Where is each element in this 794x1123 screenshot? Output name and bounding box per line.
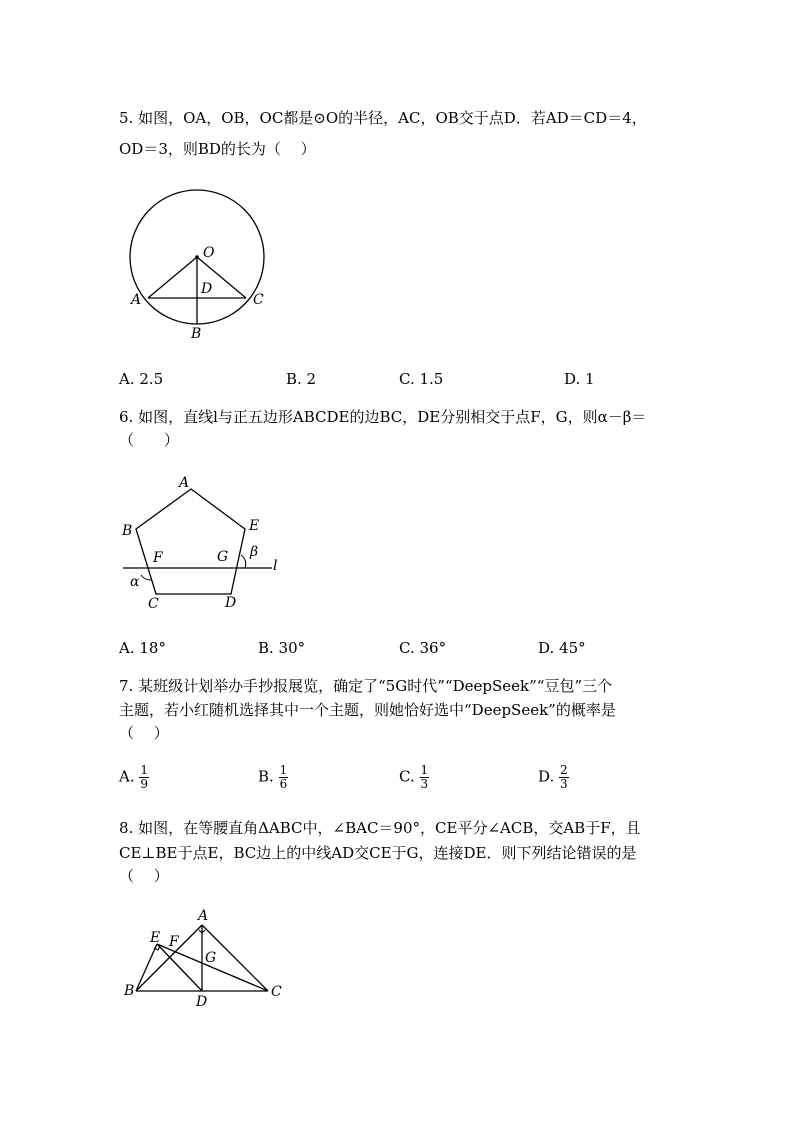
q5-label-a: A (131, 292, 142, 308)
q7-option-c-denominator: 3 (420, 777, 429, 791)
q8-label-f: F (169, 934, 179, 950)
q6-label-b: B (122, 523, 133, 539)
q8-label-c: C (271, 984, 282, 1000)
q6-label-beta: β (250, 544, 259, 560)
q5-option-c[interactable]: C. 1.5 (399, 370, 444, 388)
q5-label-o: O (203, 245, 215, 261)
q6-option-d[interactable]: D. 45° (538, 639, 586, 657)
q7-option-c-numerator: 1 (420, 763, 429, 777)
q7-stem-line-3: （ ） (119, 724, 169, 742)
q6-label-c: C (148, 596, 159, 612)
q7-option-a-letter: A. (119, 767, 135, 786)
q7-stem-line-2: 主题，若小红随机选择其中一个主题，则她恰好选中“DeepSeek”的概率是 (119, 701, 616, 719)
q6-option-b[interactable]: B. 30° (258, 639, 306, 657)
q7-option-b-numerator: 1 (279, 763, 288, 777)
q8-stem-line-2: CE⊥BE于点E，BC边上的中线AD交CE于G，连接DE．则下列结论错误的是 (119, 844, 637, 862)
q7-option-b-letter: B. (258, 767, 274, 786)
q8-label-e: E (150, 930, 161, 946)
q5-option-a[interactable]: A. 2.5 (119, 370, 164, 388)
q7-option-d-letter: D. (538, 767, 555, 786)
q6-label-g: G (217, 549, 229, 565)
q7-stem-line-1: 7. 某班级计划举办手抄报展览，确定了“5G时代”“DeepSeek”“豆包”三个 (119, 677, 613, 695)
q6-label-f: F (153, 550, 163, 566)
q7-option-a-numerator: 1 (140, 763, 149, 777)
q6-stem-line-2: （ ） (119, 431, 180, 449)
q6-option-a[interactable]: A. 18° (119, 639, 166, 657)
q5-stem-line-2: OD＝3，则BD的长为（ ） (119, 140, 316, 158)
q8-stem-line-1: 8. 如图，在等腰直角ΔABC中，∠BAC＝90°，CE平分∠ACB，交AB于F，且 (119, 819, 641, 837)
q5-stem-line-1: 5. 如图，OA，OB，OC都是⊙O的半径，AC，OB交于点D．若AD＝CD＝4， (119, 109, 647, 127)
q7-option-d-numerator: 2 (560, 763, 568, 777)
q7-option-a-denominator: 9 (140, 777, 149, 791)
q8-label-b: B (124, 983, 135, 999)
q7-option-c-letter: C. (399, 767, 415, 786)
q7-option-b-denominator: 6 (279, 777, 288, 791)
q5-label-d: D (201, 281, 213, 297)
q6-stem-line-1: 6. 如图，直线l与正五边形ABCDE的边BC，DE分别相交于点F，G，则α－β＝ (119, 408, 647, 426)
q8-label-a: A (198, 908, 209, 924)
q6-label-a: A (179, 475, 190, 491)
q7-option-d-denominator: 3 (560, 777, 568, 791)
q6-label-e: E (249, 518, 260, 534)
q8-label-g: G (205, 950, 217, 966)
q6-label-alpha: α (130, 574, 140, 590)
q5-label-b: B (191, 326, 202, 342)
q5-option-b[interactable]: B. 2 (286, 370, 317, 388)
q6-label-l: l (273, 558, 278, 574)
q8-label-d: D (196, 994, 208, 1010)
q6-option-c[interactable]: C. 36° (399, 639, 447, 657)
q5-label-c: C (253, 292, 264, 308)
q5-option-d[interactable]: D. 1 (564, 370, 595, 388)
q8-stem-line-3: （ ） (119, 867, 169, 885)
q6-label-d: D (225, 595, 237, 611)
